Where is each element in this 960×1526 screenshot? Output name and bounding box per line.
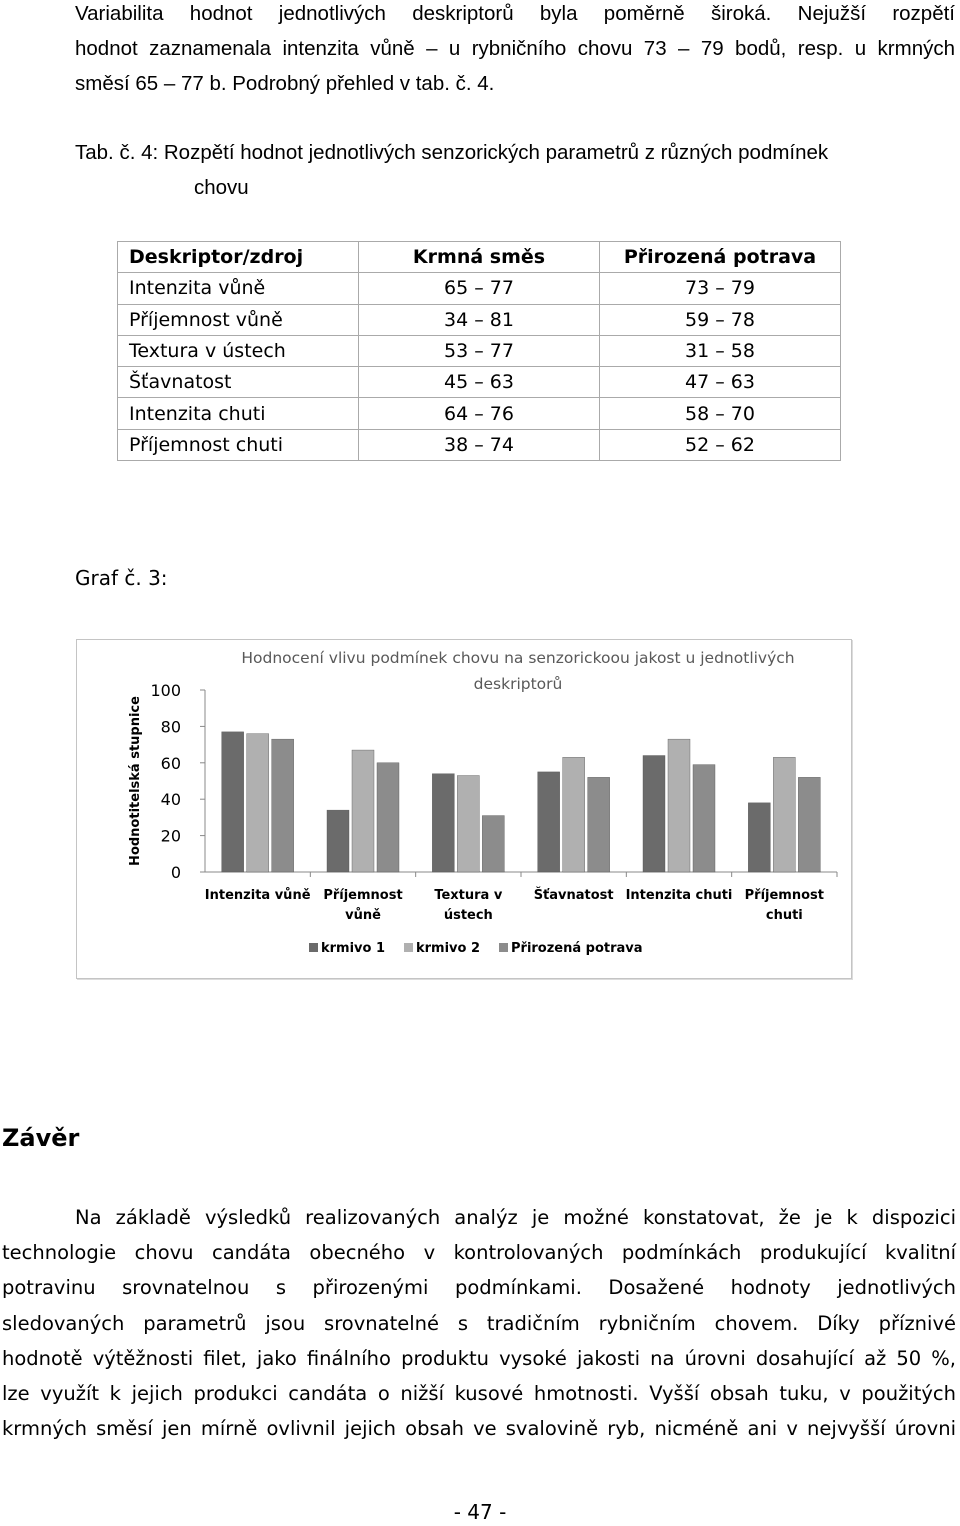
table-row	[118, 398, 841, 429]
bar	[327, 810, 349, 872]
legend-label: krmivo 1	[321, 941, 386, 956]
row-label: Intenzita chuti	[118, 398, 359, 429]
cell-feed-mix: 64 – 76	[359, 398, 600, 429]
cell-feed-mix: 65 – 77	[359, 273, 600, 304]
table-header-row	[118, 242, 841, 273]
x-tick-label: Šťavnatost	[533, 888, 614, 903]
bar	[668, 739, 690, 872]
bar	[432, 774, 454, 872]
y-tick-label: 20	[160, 826, 181, 846]
legend-swatch	[309, 943, 318, 952]
cell-feed-mix: 53 – 77	[359, 335, 600, 366]
bar	[247, 734, 269, 872]
legend-swatch	[404, 943, 413, 952]
legend-swatch	[499, 943, 508, 952]
header-natural-food: Přirozená potrava	[600, 242, 841, 273]
y-tick-label: 80	[160, 717, 181, 737]
conclusion-heading: Závěr	[2, 1124, 80, 1152]
conclusion-line: hodnotě výtěžnosti filet, jako finálního produktu vysoké jakosti na úrovni dosahující až 50 %,	[2, 1346, 956, 1370]
page-number: - 47 -	[453, 1500, 507, 1524]
conclusion-line: sledovaných parametrů jsou srovnatelné s tradičním rybničním chovem. Díky příznivé	[2, 1311, 956, 1335]
cell-natural-food: 47 – 63	[600, 367, 841, 398]
x-tick-label: vůně	[345, 908, 381, 923]
header-descriptor: Deskriptor/zdroj	[118, 242, 359, 273]
table-row	[118, 335, 841, 366]
conclusion-line: krmných směsí jen mírně ovlivnil jejich obsah ve svalovině ryb, nicméně ani v nejvyšší úrovni	[2, 1417, 956, 1441]
bar	[482, 816, 504, 872]
conclusion-line: Na základě výsledků realizovaných analýz je možné konstatovat, že je k dispozici	[75, 1206, 956, 1229]
cell-feed-mix: 45 – 63	[359, 367, 600, 398]
bar	[272, 739, 294, 872]
bar	[222, 732, 244, 872]
conclusion-line: potravinu srovnatelnou s přirozenými podmínkami. Dosažené hodnoty jednotlivých	[2, 1276, 956, 1300]
chart-title-line: Hodnocení vlivu podmínek chovu na senzorickoou jakost u jednotlivých	[241, 649, 795, 667]
bar	[377, 763, 399, 872]
chart-title-line: deskriptorů	[473, 675, 563, 693]
x-tick-label: Příjemnost	[323, 888, 403, 903]
y-tick-label: 100	[150, 681, 181, 700]
y-tick-label: 0	[170, 863, 181, 882]
intro-line: hodnot zaznamenala intenzita vůně – u rybničního chovu 73 – 79 bodů, resp. u krmných	[75, 37, 955, 60]
sensory-table	[117, 241, 841, 461]
y-axis-title: Hodnotitelská stupnice	[128, 696, 143, 866]
x-tick-label: chuti	[765, 908, 803, 923]
legend-label: krmivo 2	[416, 941, 481, 956]
legend-label: Přirozená potrava	[511, 941, 643, 956]
cell-feed-mix: 34 – 81	[359, 304, 600, 335]
cell-natural-food: 59 – 78	[600, 304, 841, 335]
y-tick-label: 40	[160, 790, 181, 810]
bar	[538, 772, 560, 872]
table-caption-line1: Tab. č. 4: Rozpětí hodnot jednotlivých senzorických parametrů z různých podmínek	[75, 141, 829, 164]
intro-line: směsí 65 – 77 b. Podrobný přehled v tab. č. 4.	[75, 72, 495, 95]
table-row	[118, 367, 841, 398]
bar	[563, 757, 585, 872]
row-label: Intenzita vůně	[118, 273, 359, 304]
conclusion-line: lze využít k jejich produkci candáta o nižší kusové hmotnosti. Vyšší obsah tuku, v použitých	[2, 1382, 956, 1406]
x-tick-label: Intenzita chuti	[625, 888, 733, 903]
bar	[457, 776, 479, 872]
bar	[693, 765, 715, 872]
bar	[588, 777, 610, 872]
row-label: Šťavnatost	[118, 367, 359, 398]
intro-paragraph	[75, 0, 955, 101]
row-label: Textura v ústech	[118, 335, 359, 366]
cell-natural-food: 73 – 79	[600, 273, 841, 304]
x-tick-label: ústech	[443, 908, 493, 923]
bar	[798, 777, 820, 872]
bar-chart	[77, 640, 851, 978]
cell-natural-food: 52 – 62	[600, 429, 841, 460]
table-caption	[75, 135, 960, 205]
graph-caption: Graf č. 3:	[75, 566, 168, 590]
cell-natural-food: 31 – 58	[600, 335, 841, 366]
row-label: Příjemnost vůně	[118, 304, 359, 335]
table-row	[118, 429, 841, 460]
bar	[773, 757, 795, 872]
bar	[352, 750, 374, 872]
table-row	[118, 304, 841, 335]
table-caption-line2: chovu	[194, 176, 249, 199]
intro-line: Variabilita hodnot jednotlivých deskriptorů byla poměrně široká. Nejužší rozpětí	[75, 2, 955, 25]
y-tick-label: 60	[160, 753, 181, 773]
conclusion-paragraph	[2, 1200, 956, 1446]
cell-natural-food: 58 – 70	[600, 398, 841, 429]
x-tick-label: Intenzita vůně	[204, 888, 311, 903]
row-label: Příjemnost chuti	[118, 429, 359, 460]
cell-feed-mix: 38 – 74	[359, 429, 600, 460]
bar	[643, 756, 665, 872]
header-feed-mix: Krmná směs	[359, 242, 600, 273]
conclusion-line: technologie chovu candáta obecného v kontrolovaných podmínkách produkující kvalitní	[2, 1241, 956, 1265]
table-row	[118, 273, 841, 304]
chart-frame	[76, 639, 852, 979]
x-tick-label: Příjemnost	[744, 888, 825, 903]
x-tick-label: Textura v	[434, 888, 503, 903]
bar	[748, 803, 770, 872]
